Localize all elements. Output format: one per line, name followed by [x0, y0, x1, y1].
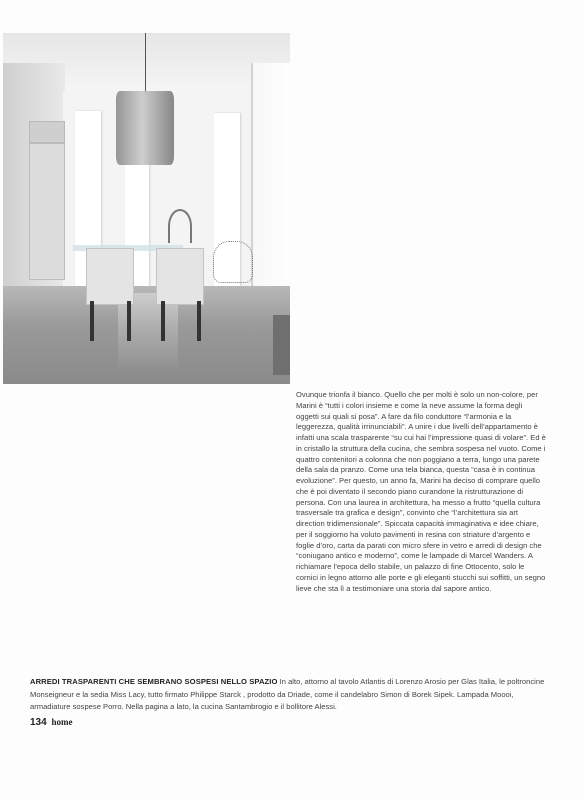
- armchair: [156, 248, 204, 305]
- photo-caption: [30, 676, 550, 714]
- caption-text: In alto, attorno al tavolo Atlantis di Lorenzo Arosio per Glas Italia, le poltroncine Monseigneur e la sedia Miss Lacy, tutto firmato Philippe Starck , prodotto da Driade, come il candelabro Simon di Borek Sipek. Lampada Moooi, armadiature sospese Porro. Nella pagina a lato, la cucina Santambrogio e il bollitore Alessi.: [30, 677, 545, 711]
- dining-room-photo: [3, 33, 290, 384]
- candelabra: [168, 209, 192, 243]
- page-folio: [30, 717, 72, 728]
- page-number: 134: [30, 717, 47, 728]
- pendant-lamp: [116, 91, 174, 165]
- armchair: [86, 248, 134, 305]
- caption-heading: ARREDI TRASPARENTI CHE SEMBRANO SOSPESI NELLO SPAZIO: [30, 677, 278, 686]
- mesh-chair: [213, 241, 253, 283]
- article-body-text: Ovunque trionfa il bianco. Quello che per molti è solo un non-colore, per Marini è “tutti i colori insieme e come la neve assume la forma degli oggetti sui quali si posa”. A fare da filo conduttore “l’armonia e la leggerezza, qualità irrinunciabili”. A unire i due livelli dell’appartamento è infatti una scala trasparente “su cui hai l’impressione quasi di volare”. Ed è in cristallo la struttura della cucina, che sembra sospesa nel vuoto. Come i quattro contenitori a colonna che non poggiano a terra, lungo una parete della sala da pranzo. Come una tela bianca, questa “casa è in continua evoluzione”. Per questo, un anno fa, Marini ha deciso di comprare quello che è poi diventato il secondo piano curandone la ristrutturazione di persona. Con una laurea in architettura, ha messo a frutto “quella cultura trasversale tra grafica e design”, convinto che “l’architettura sia art direction tridimensionale”. Spiccata capacità immaginativa e idee chiare, per il soggiorno ha voluto pavimenti in resina con striature d’argento e foglie d’oro, carta da parati con micro sfere in vetro e arredi di design che “coniugano antico e moderno”, come le lampade di Marcel Wanders. A richiamare l’epoca dello stabile, un palazzo di fine Ottocento, solo le cornici in legno attorno alle porte e gli eleganti stucchi sui soffitti, un segno lieve che sta lì a testimoniare una storia dal sapore antico.: [296, 390, 546, 593]
- magazine-name: home: [51, 717, 73, 727]
